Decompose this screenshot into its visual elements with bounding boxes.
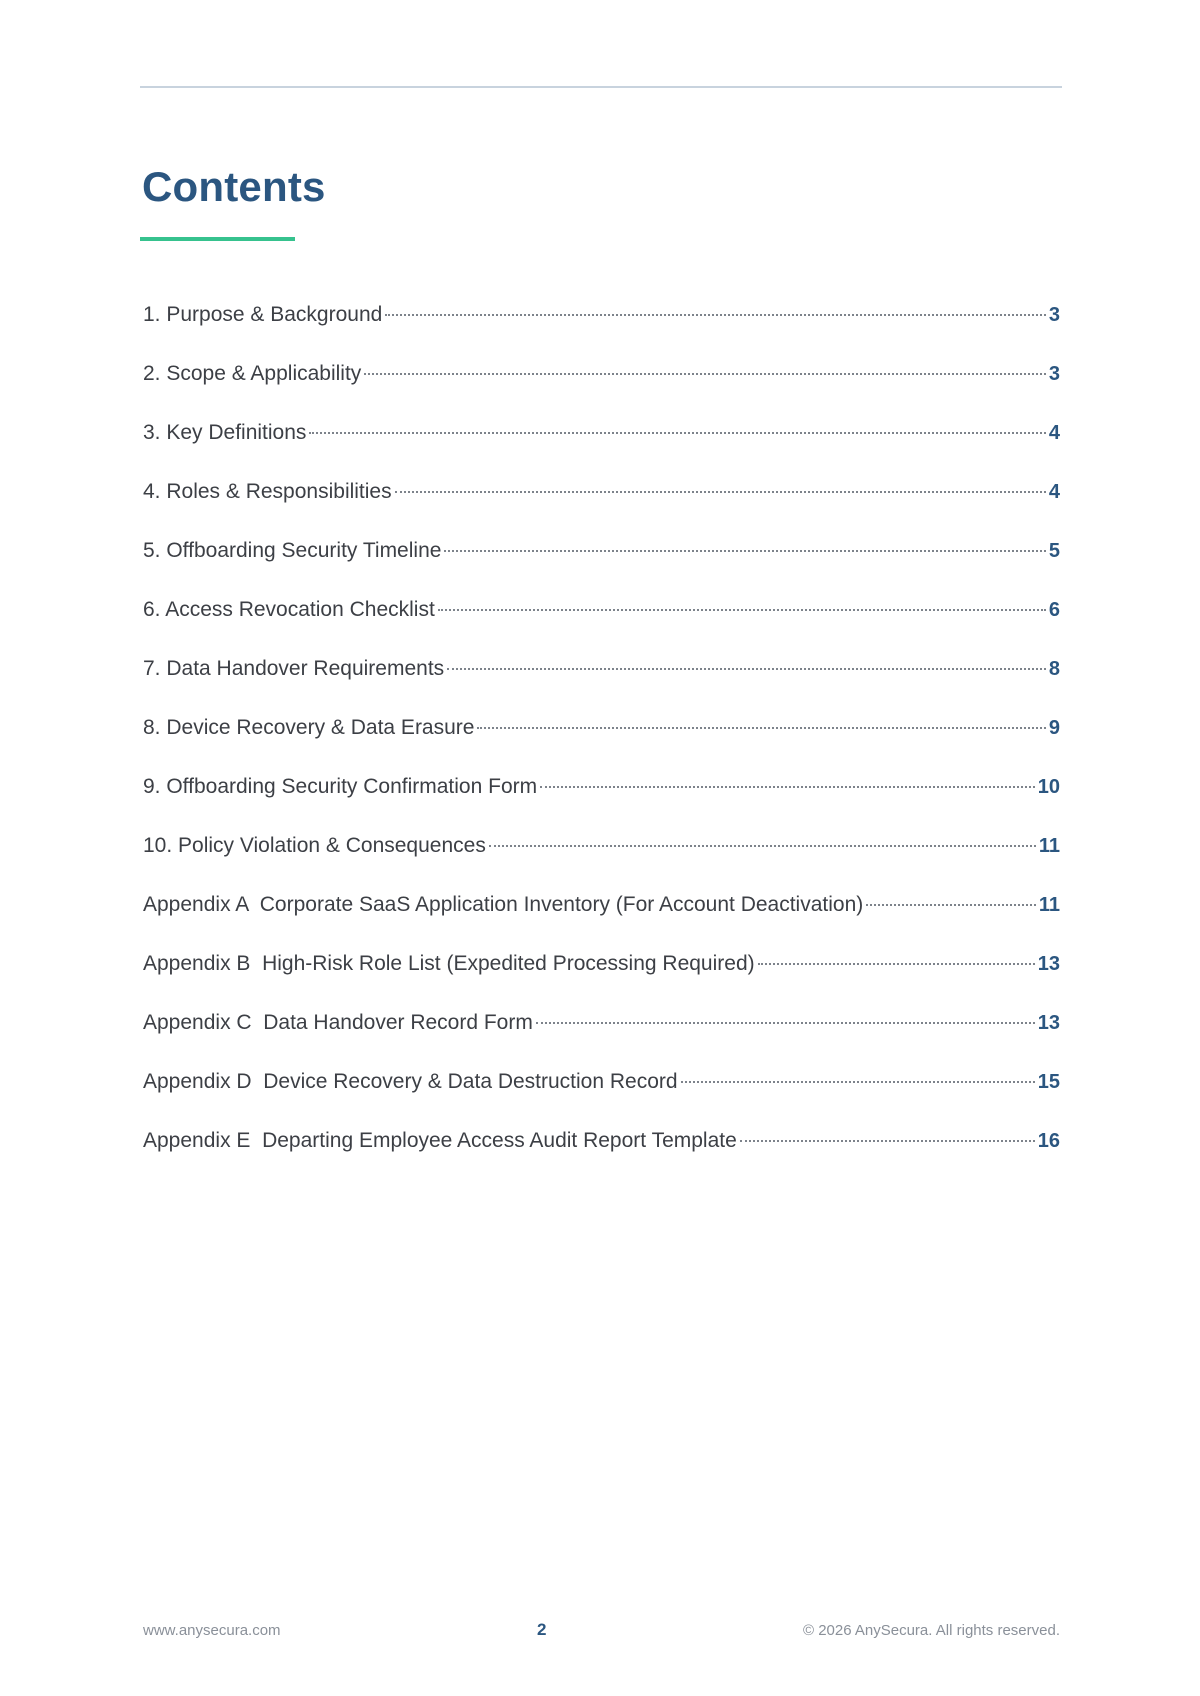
toc-entry-label: Appendix E Departing Employee Access Audit Report Template bbox=[143, 1129, 737, 1152]
toc-dot-leader bbox=[489, 845, 1036, 847]
toc-entry-page: 11 bbox=[1038, 835, 1060, 857]
toc-entry-label: 2. Scope & Applicability bbox=[143, 362, 362, 385]
toc-entry[interactable] bbox=[143, 472, 1060, 531]
toc-entry[interactable] bbox=[143, 295, 1060, 354]
footer-copyright: © 2026 AnySecura. All rights reserved. bbox=[802, 1621, 1060, 1639]
toc-entry-page: 10 bbox=[1037, 776, 1060, 798]
toc-entry[interactable] bbox=[143, 826, 1060, 885]
toc-entry-page: 13 bbox=[1037, 953, 1060, 975]
toc-entry-label: 3. Key Definitions bbox=[143, 421, 307, 444]
toc-entry[interactable] bbox=[143, 708, 1060, 767]
toc-dot-leader bbox=[866, 904, 1036, 906]
table-of-contents bbox=[143, 295, 1060, 1180]
toc-entry[interactable] bbox=[143, 649, 1060, 708]
toc-entry[interactable] bbox=[143, 531, 1060, 590]
toc-entry[interactable] bbox=[143, 590, 1060, 649]
toc-dot-leader bbox=[385, 314, 1046, 316]
toc-entry-label: 4. Roles & Responsibilities bbox=[143, 480, 392, 503]
toc-dot-leader bbox=[364, 373, 1046, 375]
toc-entry-page: 8 bbox=[1048, 658, 1060, 680]
toc-entry-label: 9. Offboarding Security Confirmation Form bbox=[143, 775, 538, 798]
toc-dot-leader bbox=[395, 491, 1046, 493]
page-title: Contents bbox=[142, 163, 326, 210]
toc-entry-page: 3 bbox=[1048, 304, 1060, 326]
toc-entry[interactable] bbox=[143, 354, 1060, 413]
toc-dot-leader bbox=[536, 1022, 1035, 1024]
toc-entry-page: 5 bbox=[1048, 540, 1060, 562]
toc-dot-leader bbox=[438, 609, 1046, 611]
toc-entry-page: 11 bbox=[1038, 894, 1060, 916]
toc-entry-page: 16 bbox=[1037, 1130, 1060, 1152]
toc-entry[interactable] bbox=[143, 1121, 1060, 1180]
toc-entry-label: Appendix A Corporate SaaS Application Inventory (For Account Deactivation) bbox=[143, 893, 864, 916]
toc-entry-label: 8. Device Recovery & Data Erasure bbox=[143, 716, 475, 739]
toc-entry-label: Appendix C Data Handover Record Form bbox=[143, 1011, 533, 1034]
toc-entry[interactable] bbox=[143, 1003, 1060, 1062]
toc-dot-leader bbox=[681, 1081, 1035, 1083]
toc-entry-label: 5. Offboarding Security Timeline bbox=[143, 539, 442, 562]
toc-dot-leader bbox=[309, 432, 1045, 434]
toc-entry[interactable] bbox=[143, 885, 1060, 944]
toc-dot-leader bbox=[740, 1140, 1035, 1142]
footer-website-link[interactable]: www.anysecura.com bbox=[143, 1621, 281, 1639]
footer-page-number: 2 bbox=[537, 1620, 547, 1639]
page-footer bbox=[143, 1620, 1060, 1640]
header-rule bbox=[140, 86, 1062, 88]
toc-dot-leader bbox=[758, 963, 1035, 965]
toc-entry-label: Appendix D Device Recovery & Data Destruction Record bbox=[143, 1070, 678, 1093]
toc-entry-label: Appendix B High-Risk Role List (Expedited Processing Required) bbox=[143, 952, 755, 975]
toc-entry-page: 6 bbox=[1048, 599, 1060, 621]
toc-entry-page: 9 bbox=[1048, 717, 1060, 739]
toc-entry-page: 4 bbox=[1048, 422, 1060, 444]
toc-entry-page: 15 bbox=[1037, 1071, 1060, 1093]
toc-entry-page: 4 bbox=[1048, 481, 1060, 503]
toc-entry-label: 7. Data Handover Requirements bbox=[143, 657, 445, 680]
title-underline bbox=[140, 237, 295, 241]
toc-entry[interactable] bbox=[143, 1062, 1060, 1121]
toc-entry-page: 3 bbox=[1048, 363, 1060, 385]
toc-dot-leader bbox=[444, 550, 1045, 552]
toc-entry-label: 1. Purpose & Background bbox=[143, 303, 383, 326]
toc-dot-leader bbox=[447, 668, 1046, 670]
toc-entry[interactable] bbox=[143, 944, 1060, 1003]
toc-entry-label: 6. Access Revocation Checklist bbox=[143, 598, 435, 621]
toc-entry[interactable] bbox=[143, 413, 1060, 472]
toc-entry-page: 13 bbox=[1037, 1012, 1060, 1034]
toc-entry-label: 10. Policy Violation & Consequences bbox=[143, 834, 486, 857]
toc-dot-leader bbox=[477, 727, 1045, 729]
toc-dot-leader bbox=[540, 786, 1035, 788]
toc-entry[interactable] bbox=[143, 767, 1060, 826]
